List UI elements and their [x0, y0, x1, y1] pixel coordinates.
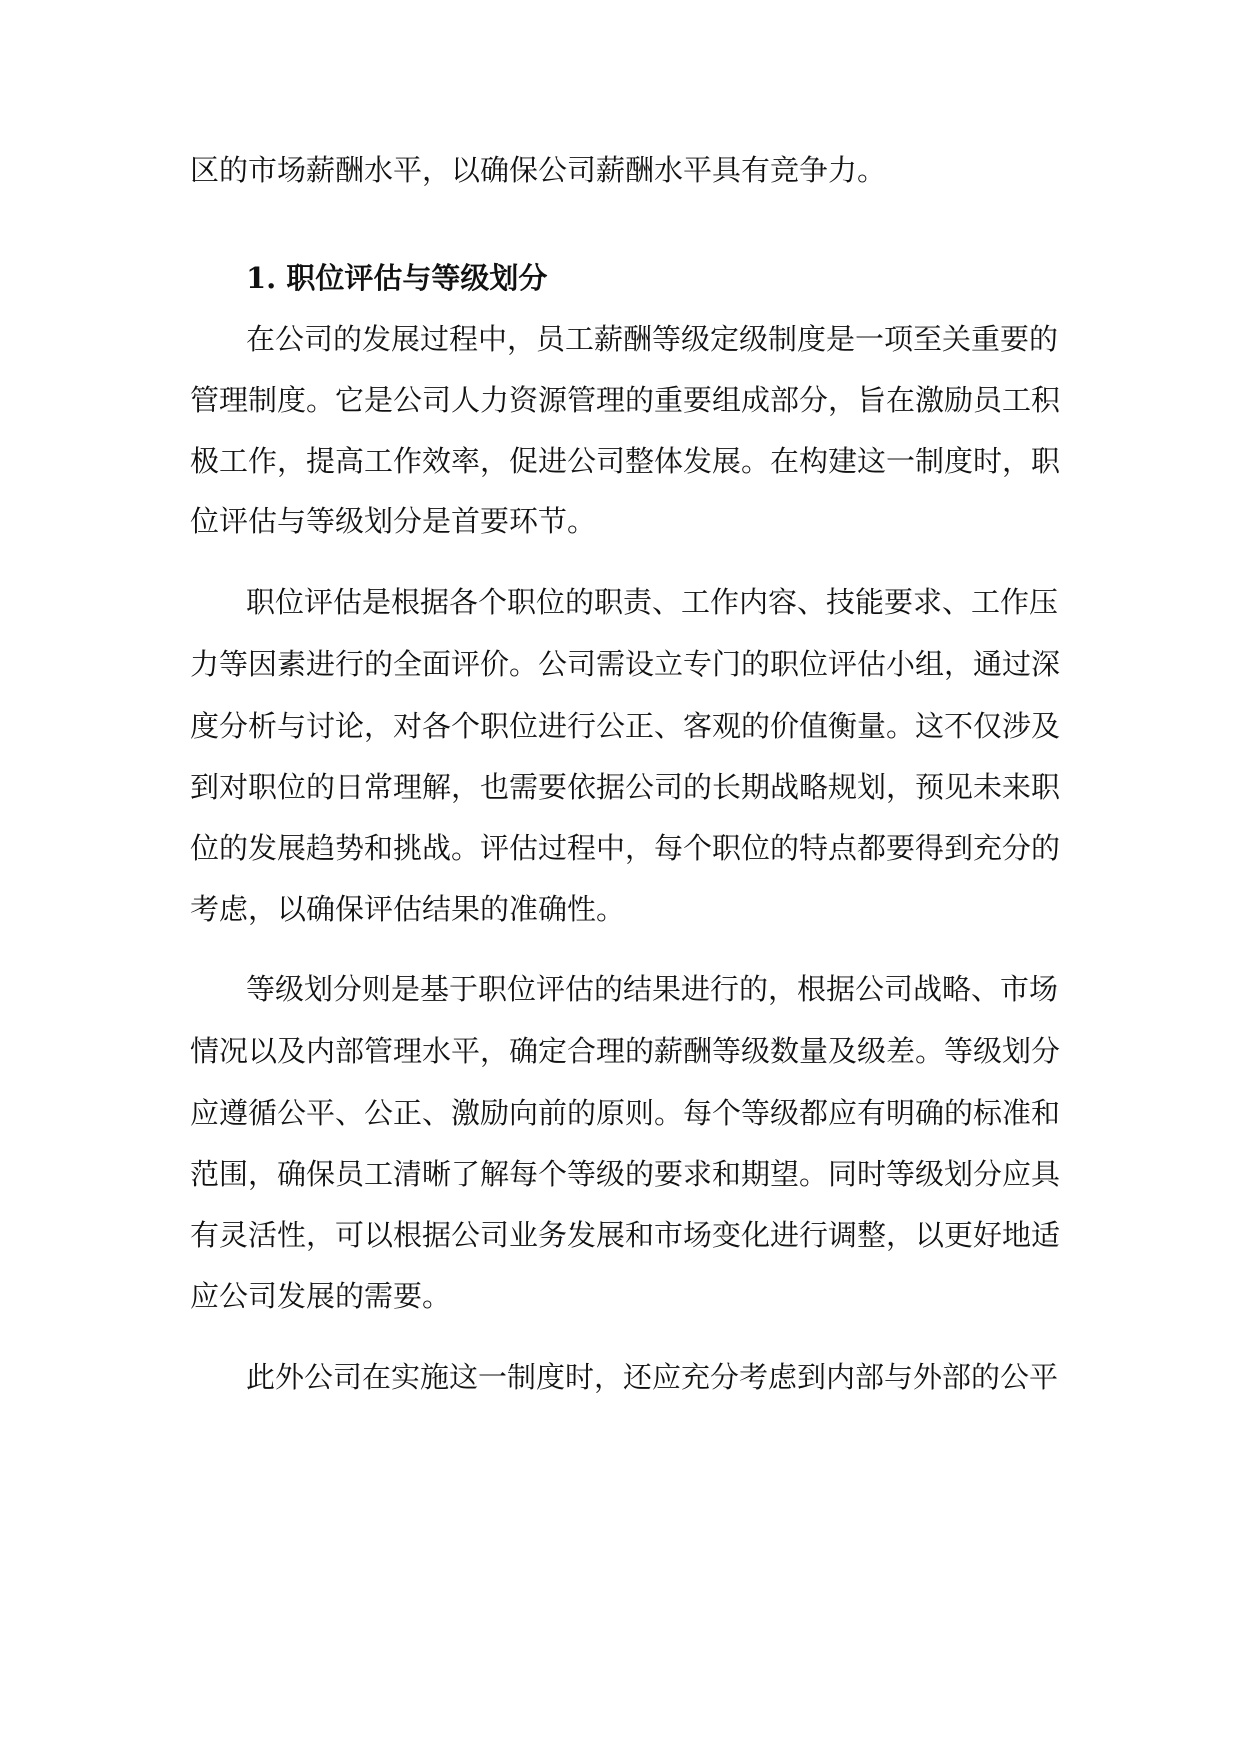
- paragraph-2-line-2: 力等因素进行的全面评价。公司需设立专门的职位评估小组，通过深: [190, 647, 1061, 681]
- paragraph-3-line-5: 有灵活性，可以根据公司业务发展和市场变化进行调整，以更好地适: [190, 1218, 1061, 1252]
- paragraph-3-line-6: 应公司发展的需要。: [190, 1279, 452, 1313]
- paragraph-3-line-2: 情况以及内部管理水平，确定合理的薪酬等级数量及级差。等级划分: [190, 1034, 1061, 1068]
- paragraph-1-line-2: 管理制度。它是公司人力资源管理的重要组成部分，旨在激励员工积: [190, 383, 1061, 417]
- paragraph-1-line-3: 极工作，提高工作效率，促进公司整体发展。在构建这一制度时，职: [190, 444, 1061, 478]
- paragraph-2-line-5: 位的发展趋势和挑战。评估过程中，每个职位的特点都要得到充分的: [190, 831, 1061, 865]
- paragraph-4-line-1: 此外公司在实施这一制度时，还应充分考虑到内部与外部的公平: [246, 1360, 1059, 1394]
- paragraph-3-line-4: 范围，确保员工清晰了解每个等级的要求和期望。同时等级划分应具: [190, 1157, 1061, 1191]
- paragraph-2-line-1: 职位评估是根据各个职位的职责、工作内容、技能要求、工作压: [246, 585, 1059, 619]
- paragraph-2-line-6: 考虑，以确保评估结果的准确性。: [190, 892, 626, 926]
- paragraph-1-line-4: 位评估与等级划分是首要环节。: [190, 504, 597, 538]
- paragraph-3-line-1: 等级划分则是基于职位评估的结果进行的，根据公司战略、市场: [246, 972, 1059, 1006]
- paragraph-2-line-3: 度分析与讨论，对各个职位进行公正、客观的价值衡量。这不仅涉及: [190, 709, 1061, 743]
- intro-line: 区的市场薪酬水平，以确保公司薪酬水平具有竞争力。: [190, 153, 887, 187]
- section-heading: 1. 职位评估与等级划分: [246, 261, 548, 295]
- paragraph-1-line-1: 在公司的发展过程中，员工薪酬等级定级制度是一项至关重要的: [246, 322, 1059, 356]
- paragraph-3-line-3: 应遵循公平、公正、激励向前的原则。每个等级都应有明确的标准和: [190, 1096, 1061, 1130]
- paragraph-2-line-4: 到对职位的日常理解，也需要依据公司的长期战略规划，预见未来职: [190, 770, 1061, 804]
